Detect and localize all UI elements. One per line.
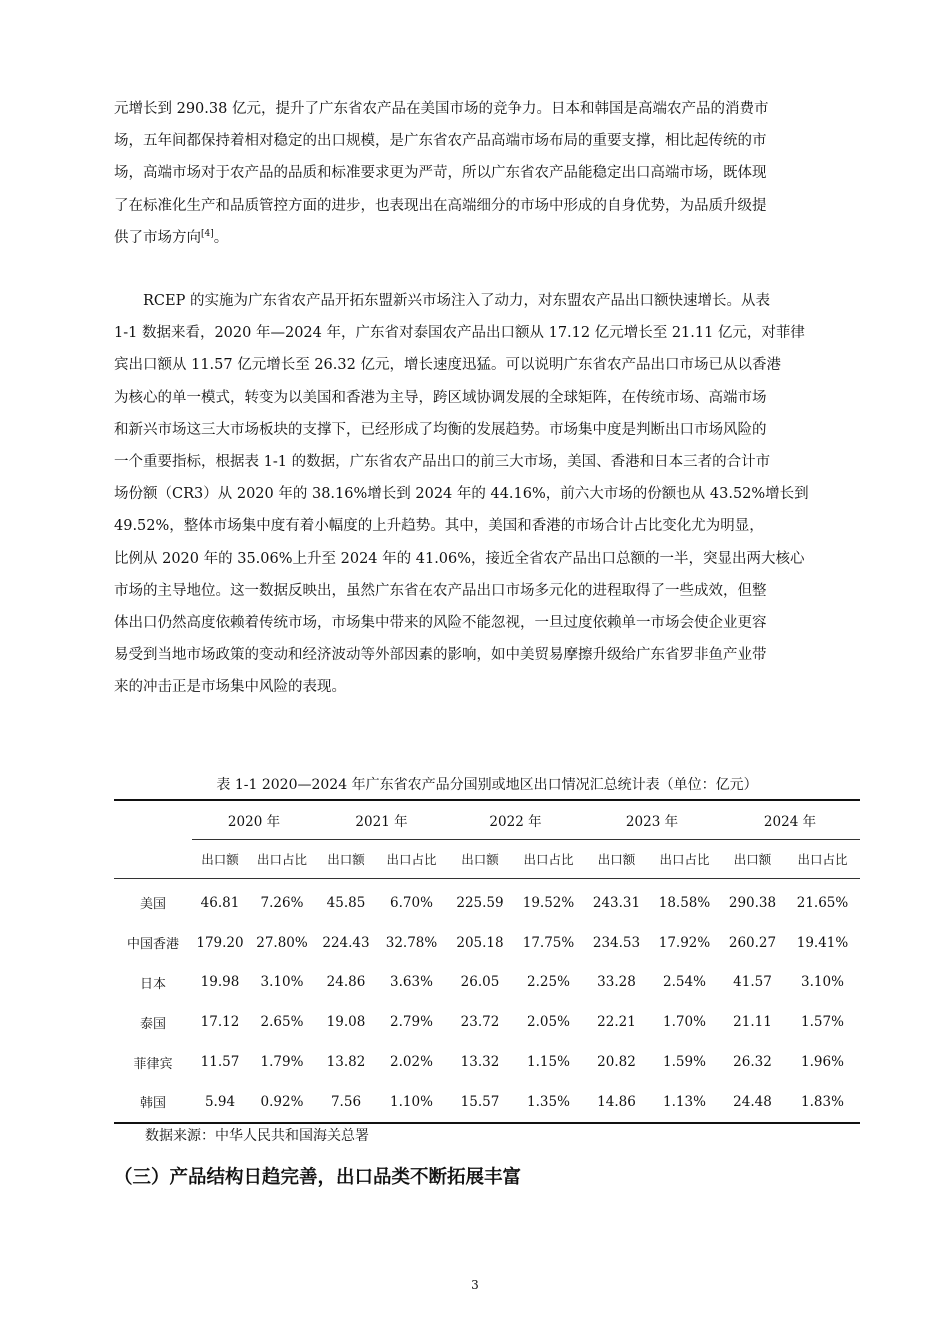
export-share-cell: 1.35% [513,1082,584,1123]
year-header: 2021 年 [316,800,447,840]
subheader-amount: 出口额 [316,840,376,879]
export-share-cell: 19.41% [796,934,849,951]
subheader-amount: 出口额 [720,840,785,879]
export-amount-cell: 290.38 [728,894,777,911]
export-share-cell: 17.75% [522,934,575,951]
subheader-amount: 出口额 [584,840,649,879]
export-share-cell: 3.10% [260,974,304,991]
paragraph-line: 元增长到 290.38 亿元，提升了广东省农产品在美国市场的竞争力。日本和韩国是高端农产品的消费市 [114,101,769,117]
export-share-cell: 2.79% [390,1014,433,1031]
export-share-cell: 21.65% [796,894,849,911]
export-amount-cell: 22.21 [597,1014,636,1031]
export-share-cell: 1.13% [649,1082,720,1123]
export-amount-cell: 5.94 [192,1082,248,1123]
export-amount-cell: 243.31 [592,894,641,911]
year-header: 2023 年 [584,800,720,840]
subheader-share: 出口占比 [513,840,584,879]
export-share-cell: 2.54% [663,974,706,991]
export-share-cell: 1.57% [801,1014,844,1031]
export-amount-cell: 11.57 [200,1054,240,1071]
export-amount-cell: 7.56 [316,1082,376,1123]
export-share-cell: 1.83% [785,1082,860,1123]
table-year-row [114,800,860,840]
export-amount-cell: 24.86 [326,974,366,991]
export-amount-cell: 19.98 [200,974,240,991]
export-share-cell: 6.70% [390,894,433,911]
export-amount-cell: 14.86 [584,1082,649,1123]
export-amount-cell: 225.59 [456,894,504,911]
export-amount-cell: 17.12 [200,1014,240,1031]
export-table [114,799,860,1124]
table-row [114,1042,860,1082]
paragraph-2 [114,285,860,704]
table-row [114,1002,860,1042]
paragraph-line: 市场的主导地位。这一数据反映出，虽然广东省在农产品出口市场多元化的进程取得了一些成效，但整 [114,582,767,599]
paragraph-line: 易受到当地市场政策的变动和经济波动等外部因素的影响，如中美贸易摩擦升级给广东省罗非鱼产业带 [114,647,767,664]
export-amount-cell: 15.57 [447,1082,513,1123]
paragraph-line: RCEP 的实施为广东省农产品开拓东盟新兴市场注入了动力，对东盟农产品出口额快速增长。从表 [143,293,770,309]
export-amount-cell: 224.43 [322,934,370,951]
export-share-cell: 32.78% [385,934,438,951]
paragraph-line: 1-1 数据来看，2020 年—2024 年，广东省对泰国农产品出口额从 17.12 亿元增长至 21.11 亿元，对菲律 [114,325,805,342]
export-amount-cell: 20.82 [597,1054,636,1071]
subheader-amount: 出口额 [192,840,248,879]
paragraph-line: 宾出口额从 11.57 亿元增长至 26.32 亿元，增长速度迅猛。可以说明广东省农产品出口市场已从以香港 [114,357,781,374]
export-share-cell: 19.52% [522,894,575,911]
paragraph-line: 了在标准化生产和品质管控方面的进步，也表现出在高端细分的市场中形成的自身优势，为品质升级提 [114,197,767,214]
export-amount-cell: 33.28 [597,974,636,991]
export-share-cell: 7.26% [260,894,304,911]
region-cell: 日本 [139,976,166,992]
paragraph-line [114,222,860,254]
paragraph-line: 49.52%，整体市场集中度有着小幅度的上升趋势。其中，美国和香港的市场合计占比变化尤为明显， [114,518,764,535]
paragraph-line: 场，高端市场对于农产品的品质和标准要求更为严苛，所以广东省农产品能稳定出口高端市场，既体现 [114,165,767,182]
section-heading: （三）产品结构日趋完善，出口品类不断拓展丰富 [114,1167,522,1188]
export-share-cell: 17.92% [658,934,711,951]
table-row [114,963,860,1003]
export-share-cell: 1.96% [801,1054,844,1071]
paragraph-line: 场份额（CR3）从 2020 年的 38.16%增长到 2024 年的 44.16%，前六大市场的份额也从 43.52%增长到 [114,486,809,503]
subheader-share: 出口占比 [248,840,316,879]
reference-marker[interactable]: [4] [201,228,214,239]
export-amount-cell: 179.20 [196,934,244,951]
export-share-cell: 2.65% [260,1014,304,1031]
export-amount-cell: 13.82 [326,1054,366,1071]
export-amount-cell: 19.08 [326,1014,366,1031]
table-subheader-row [114,840,860,879]
region-cell: 中国香港 [126,937,179,953]
region-cell: 美国 [139,897,166,913]
paragraph-line: 场，五年间都保持着相对稳定的出口规模，是广东省农产品高端市场布局的重要支撑，相比起传统的市 [114,133,767,150]
export-share-cell: 1.70% [663,1014,706,1031]
export-share-cell: 0.92% [248,1082,316,1123]
export-share-cell: 1.59% [663,1054,706,1071]
region-cell: 菲律宾 [133,1056,173,1072]
export-share-cell: 2.25% [527,974,570,991]
paragraph-line-text: 供了市场方向 [114,229,201,246]
table-corner-cell [114,840,192,879]
export-share-cell: 3.63% [390,974,433,991]
export-amount-cell: 41.57 [733,974,772,991]
table-row [114,1082,860,1123]
year-header: 2020 年 [192,800,316,840]
table-row [114,879,860,923]
paragraph-line: 一个重要指标，根据表 1-1 的数据，广东省农产品出口的前三大市场，美国、香港和日本三者的合计市 [114,454,771,471]
table-caption: 表 1-1 2020—2024 年广东省农产品分国别或地区出口情况汇总统计表（单位：亿元） [216,777,758,793]
paragraph-line-end: 。 [213,229,229,246]
export-amount-cell: 21.11 [733,1014,772,1031]
table-corner-cell [114,800,192,840]
paragraph-line: 为核心的单一模式，转变为以美国和香港为主导，跨区域协调发展的全球矩阵，在传统市场、高端市场 [114,389,767,406]
export-amount-cell: 26.05 [460,974,500,991]
subheader-share: 出口占比 [649,840,720,879]
export-amount-cell: 260.27 [728,934,777,951]
export-share-cell: 2.05% [527,1014,570,1031]
export-amount-cell: 45.85 [326,894,366,911]
export-share-cell: 2.02% [390,1054,433,1071]
export-amount-cell: 24.48 [720,1082,785,1123]
export-share-cell: 27.80% [256,934,308,951]
subheader-amount: 出口额 [447,840,513,879]
year-header: 2024 年 [720,800,860,840]
table-row [114,923,860,963]
paragraph-line: 体出口仍然高度依赖着传统市场，市场集中带来的风险不能忽视，一旦过度依赖单一市场会使企业更容 [114,615,767,632]
table-body [114,879,860,1123]
export-share-cell: 1.10% [376,1082,447,1123]
export-amount-cell: 23.72 [460,1014,500,1031]
paragraph-line: 比例从 2020 年的 35.06%上升至 2024 年的 41.06%，接近全省农产品出口总额的一半，突显出两大核心 [114,550,805,567]
subheader-share: 出口占比 [785,840,860,879]
table-source: 数据来源：中华人民共和国海关总署 [145,1128,369,1144]
paragraph-line: 和新兴市场这三大市场板块的支撑下，已经形成了均衡的发展趋势。市场集中度是判断出口市场风险的 [114,421,767,438]
export-amount-cell: 205.18 [456,934,504,951]
region-cell: 韩国 [114,1082,192,1123]
export-amount-cell: 13.32 [460,1054,500,1071]
page-number: 3 [471,1278,479,1292]
year-header: 2022 年 [447,800,584,840]
export-share-cell: 1.79% [260,1054,304,1071]
paragraph-1 [114,93,860,254]
export-share-cell: 18.58% [658,894,711,911]
paragraph-line: 来的冲击正是市场集中风险的表现。 [114,679,346,696]
region-cell: 泰国 [139,1016,166,1032]
export-share-cell: 3.10% [801,974,844,991]
export-amount-cell: 46.81 [200,894,240,911]
subheader-share: 出口占比 [376,840,447,879]
export-amount-cell: 26.32 [733,1054,772,1071]
export-share-cell: 1.15% [527,1054,570,1071]
export-amount-cell: 234.53 [592,934,641,951]
